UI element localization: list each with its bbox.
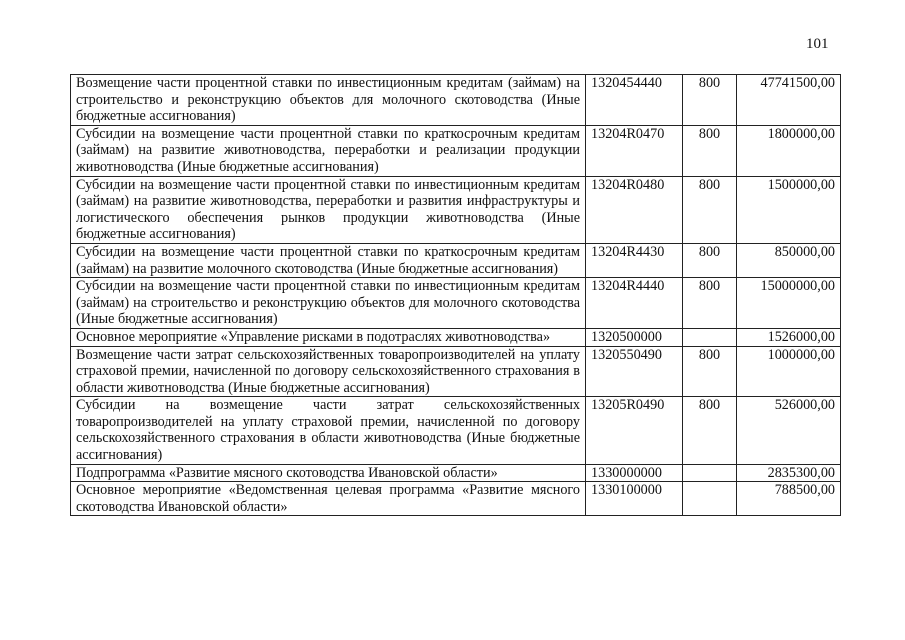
row-name: Основное мероприятие «Ведомственная целевая программа «Развитие мясного скотоводства Ивановской области» <box>71 482 586 516</box>
row-code: 1320454440 <box>586 75 683 126</box>
row-name: Субсидии на возмещение части затрат сельскохозяйственных товаропроизводителей на уплату страховой премии, начисленной по договору сельскохозяйственного страхования в области животноводства (Иные бюджетные ассигнования) <box>71 397 586 464</box>
page-number: 101 <box>806 36 829 52</box>
row-expense-type: 800 <box>683 397 737 464</box>
row-name: Возмещение части затрат сельскохозяйственных товаропроизводителей на уплату страховой премии, начисленной по договору сельскохозяйственного страхования в области животноводства (Иные бюджетные ассигнования) <box>71 346 586 397</box>
row-expense-type: 800 <box>683 243 737 277</box>
row-amount: 47741500,00 <box>737 75 841 126</box>
row-code: 13204R0470 <box>586 125 683 176</box>
row-amount: 526000,00 <box>737 397 841 464</box>
row-expense-type <box>683 464 737 482</box>
row-code: 13205R0490 <box>586 397 683 464</box>
row-name: Основное мероприятие «Управление рисками в подотраслях животноводства» <box>71 328 586 346</box>
row-name: Подпрограмма «Развитие мясного скотоводства Ивановской области» <box>71 464 586 482</box>
row-amount: 788500,00 <box>737 482 841 516</box>
row-code: 1320500000 <box>586 328 683 346</box>
row-code: 1330100000 <box>586 482 683 516</box>
table-row <box>71 482 841 516</box>
row-code: 13204R4440 <box>586 278 683 329</box>
table-row <box>71 125 841 176</box>
row-name: Субсидии на возмещение части процентной ставки по инвестиционным кредитам (займам) на строительство и реконструкцию объектов для молочного скотоводства (Иные бюджетные ассигнования) <box>71 278 586 329</box>
row-amount: 15000000,00 <box>737 278 841 329</box>
row-amount: 1526000,00 <box>737 328 841 346</box>
table-row <box>71 176 841 243</box>
row-amount: 1000000,00 <box>737 346 841 397</box>
row-expense-type: 800 <box>683 278 737 329</box>
table-row <box>71 346 841 397</box>
row-name: Возмещение части процентной ставки по инвестиционным кредитам (займам) на строительство и реконструкцию объектов для молочного скотоводства (Иные бюджетные ассигнования) <box>71 75 586 126</box>
table-row <box>71 278 841 329</box>
row-expense-type: 800 <box>683 125 737 176</box>
row-amount: 850000,00 <box>737 243 841 277</box>
row-code: 1330000000 <box>586 464 683 482</box>
row-amount: 1500000,00 <box>737 176 841 243</box>
row-expense-type: 800 <box>683 176 737 243</box>
table-row <box>71 464 841 482</box>
row-code: 1320550490 <box>586 346 683 397</box>
row-amount: 2835300,00 <box>737 464 841 482</box>
table-row <box>71 397 841 464</box>
table-row <box>71 328 841 346</box>
row-expense-type: 800 <box>683 346 737 397</box>
table-row <box>71 243 841 277</box>
row-code: 13204R4430 <box>586 243 683 277</box>
row-name: Субсидии на возмещение части процентной ставки по краткосрочным кредитам (займам) на развитие животноводства, переработки и реализации продукции животноводства (Иные бюджетные ассигнования) <box>71 125 586 176</box>
row-expense-type <box>683 328 737 346</box>
row-code: 13204R0480 <box>586 176 683 243</box>
table-row <box>71 75 841 126</box>
row-amount: 1800000,00 <box>737 125 841 176</box>
budget-table <box>70 74 841 516</box>
row-expense-type <box>683 482 737 516</box>
row-name: Субсидии на возмещение части процентной ставки по инвестиционным кредитам (займам) на развитие животноводства, переработки и развития инфраструктуры и логистического обеспечения рынков продукции животноводства (Иные бюджетные ассигнования) <box>71 176 586 243</box>
row-name: Субсидии на возмещение части процентной ставки по краткосрочным кредитам (займам) на развитие молочного скотоводства (Иные бюджетные ассигнования) <box>71 243 586 277</box>
row-expense-type: 800 <box>683 75 737 126</box>
